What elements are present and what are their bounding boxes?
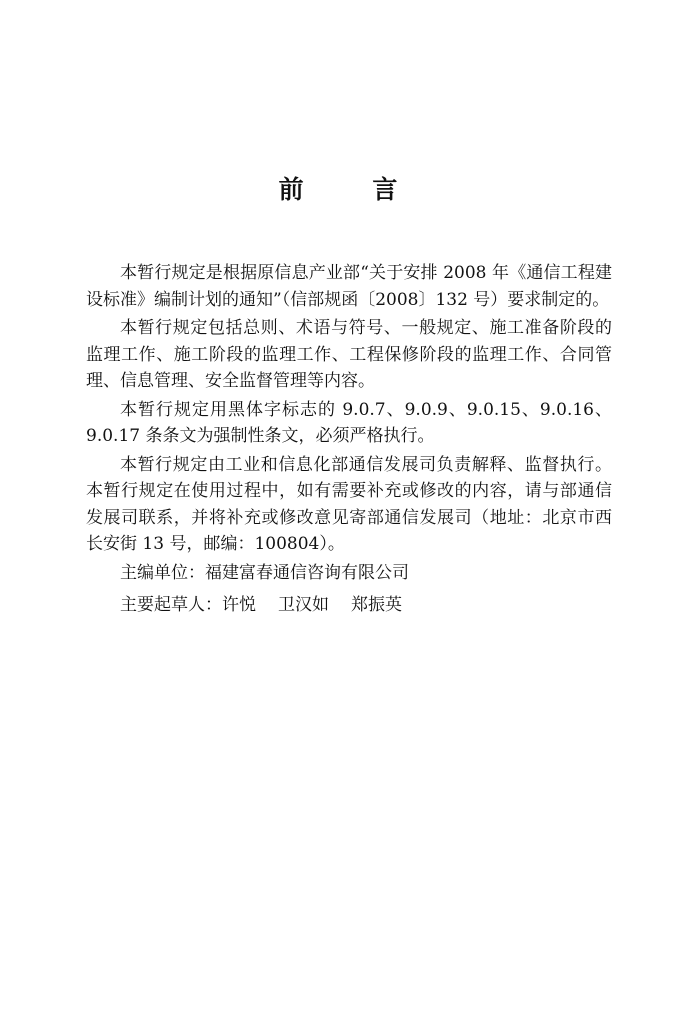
- drafters-label: 主要起草人：: [120, 595, 222, 615]
- drafter-name: 许悦: [222, 595, 256, 615]
- drafters-line: [86, 592, 612, 619]
- paragraph-basis: 本暂行规定是根据原信息产业部“关于安排 2008 年《通信工程建设标准》编制计划的通知”（信部规函〔2008〕132 号）要求制定的。: [86, 263, 612, 310]
- editor-unit: 主编单位：福建富春通信咨询有限公司: [120, 562, 409, 583]
- page-title: 前 言: [278, 175, 428, 204]
- drafter-name: 卫汉如: [278, 595, 329, 615]
- paragraph-contents: 本暂行规定包括总则、术语与符号、一般规定、施工准备阶段的监理工作、施工阶段的监理工作、工程保修阶段的监理工作、合同管理、信息管理、安全监督管理等内容。: [86, 318, 612, 391]
- paragraph-mandatory-clauses: 本暂行规定用黑体字标志的 9.0.7、9.0.9、9.0.15、9.0.16、9.0.17 条条文为强制性条文，必须严格执行。: [86, 399, 612, 446]
- preface-body: [86, 260, 612, 619]
- paragraph-interpretation: 本暂行规定由工业和信息化部通信发展司负责解释、监督执行。本暂行规定在使用过程中，如有需要补充或修改的内容，请与部通信发展司联系，并将补充或修改意见寄部通信发展司（地址：北京市西长安街 13 号，邮编：100804）。: [86, 454, 612, 554]
- drafter-name: 郑振英: [351, 595, 402, 615]
